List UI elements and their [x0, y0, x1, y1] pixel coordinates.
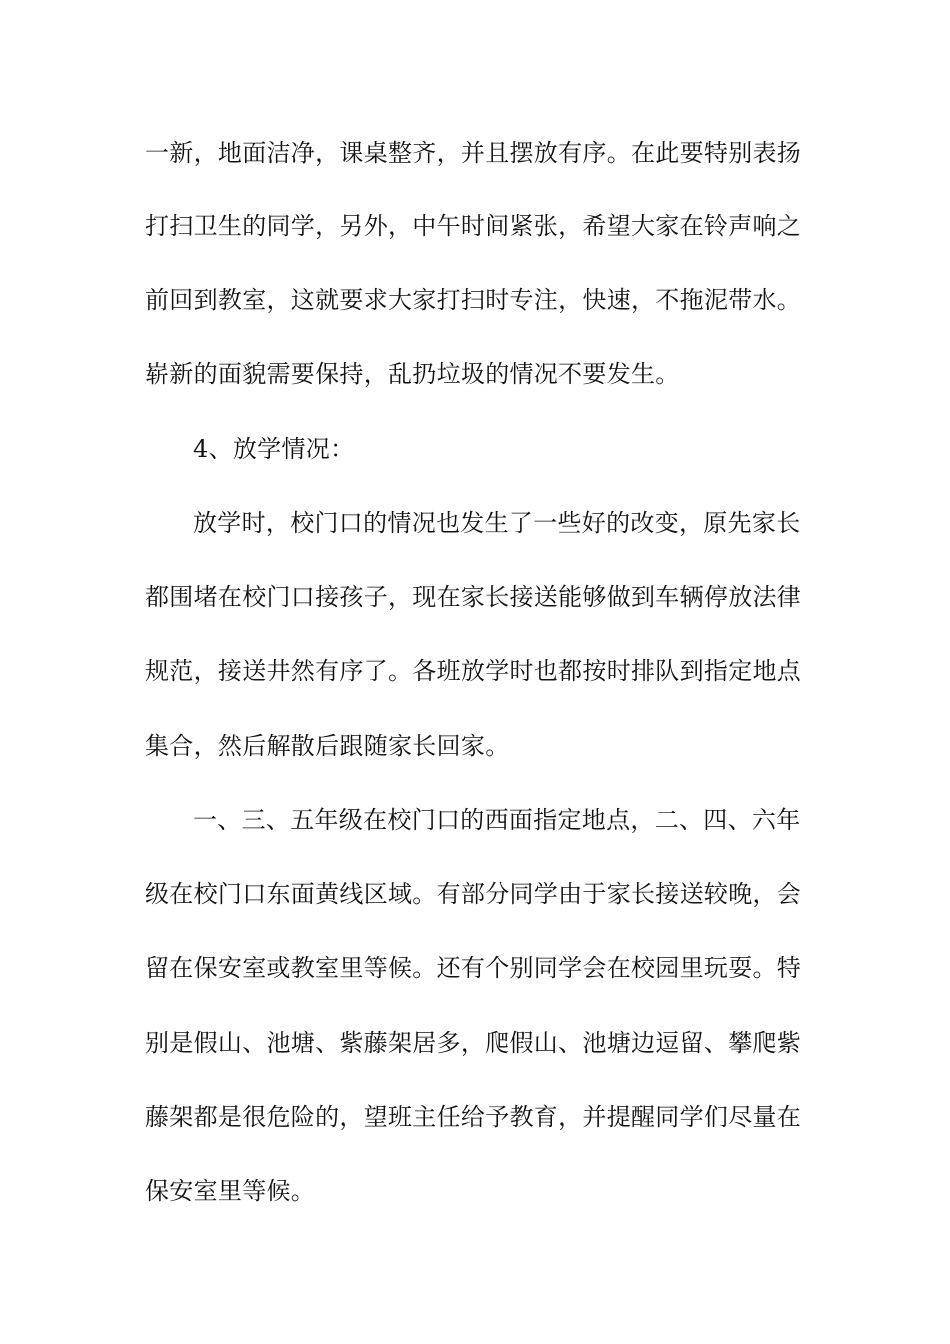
paragraph-line: 集合，然后解散后跟随家长回家。	[145, 732, 510, 760]
paragraph-line: 别是假山、池塘、紫藤架居多，爬假山、池塘边逗留、攀爬紫	[145, 1029, 802, 1057]
paragraph-line: 一新，地面洁净，课桌整齐，并且摆放有序。在此要特别表扬	[145, 139, 802, 167]
paragraph-line: 都围堵在校门口接孩子，现在家长接送能够做到车辆停放法律	[145, 583, 802, 611]
paragraph-line: 一、三、五年级在校门口的西面指定地点，二、四、六年	[193, 806, 801, 834]
paragraph-line: 藤架都是很危险的，望班主任给予教育，并提醒同学们尽量在	[145, 1103, 802, 1131]
section-heading: 4、放学情况：	[193, 435, 355, 463]
paragraph-line: 留在保安室或教室里等候。还有个别同学会在校园里玩耍。特	[145, 954, 802, 982]
paragraph-line: 保安室里等候。	[145, 1177, 316, 1205]
paragraph-line: 规范，接送井然有序了。各班放学时也都按时排队到指定地点	[145, 657, 802, 685]
paragraph-line: 打扫卫生的同学，另外，中午时间紧张，希望大家在铃声响之	[145, 212, 802, 240]
paragraph-line: 级在校门口东面黄线区域。有部分同学由于家长接送较晚，会	[145, 880, 802, 908]
paragraph-line: 放学时，校门口的情况也发生了一些好的改变，原先家长	[193, 509, 801, 537]
paragraph-line: 前回到教室，这就要求大家打扫时专注，快速，不拖泥带水。	[145, 286, 802, 314]
paragraph-line: 崭新的面貌需要保持，乱扔垃圾的情况不要发生。	[145, 360, 680, 388]
